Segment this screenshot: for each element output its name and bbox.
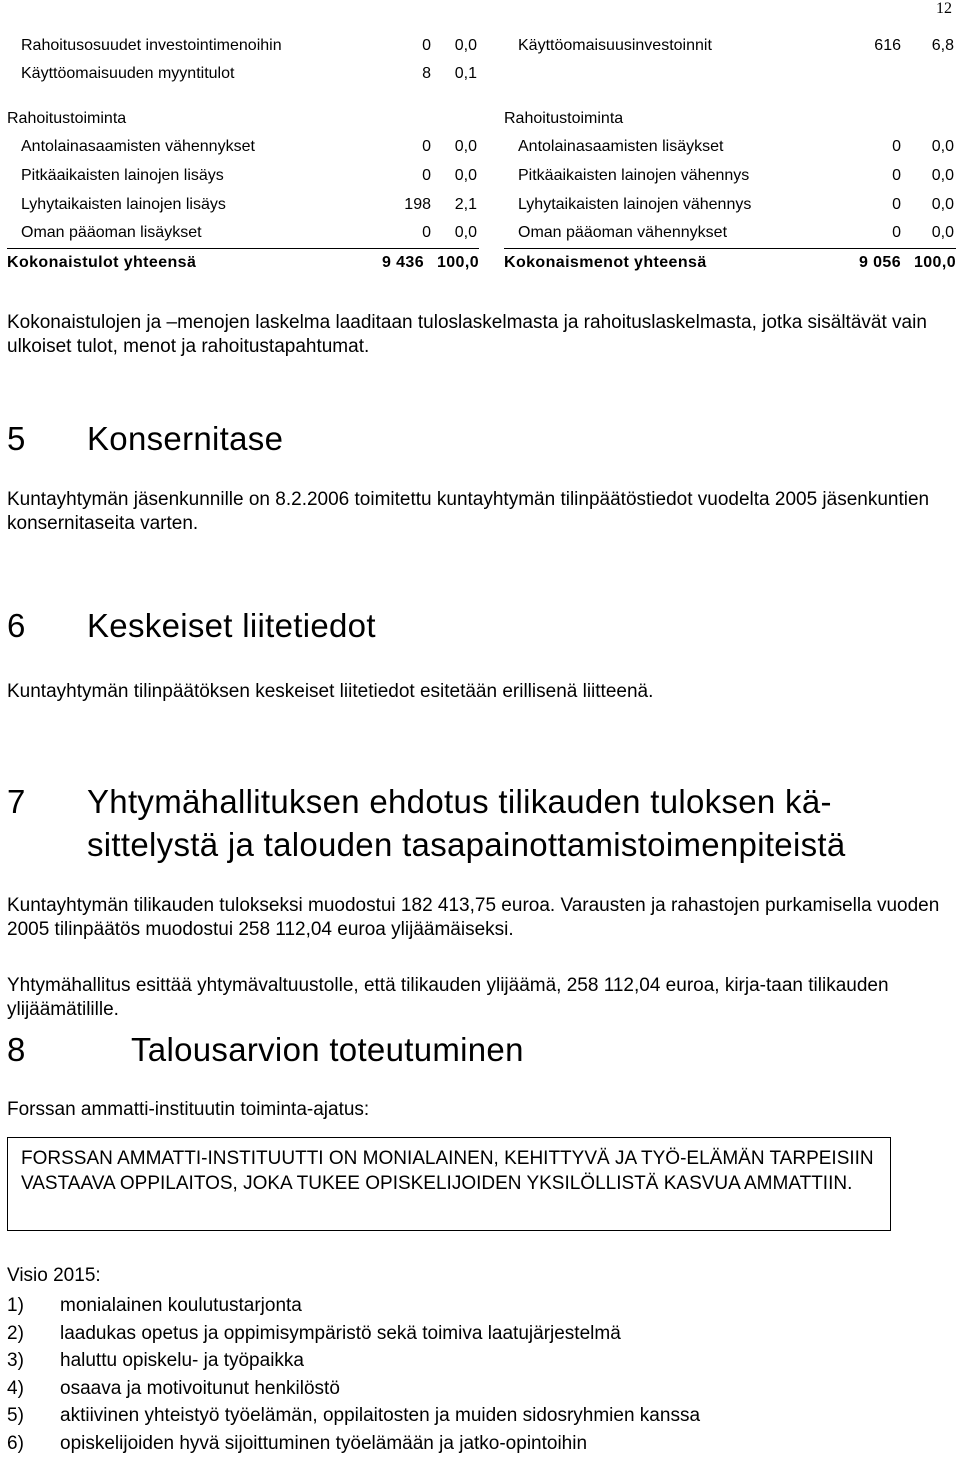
table-row [504,195,956,215]
section-7-heading [7,780,846,866]
row-percent: 0,0 [931,224,954,241]
total-row [7,253,479,273]
row-percent: 0,0 [454,224,477,241]
row-label: Pitkäaikaisten lainojen vähennys [518,167,750,184]
row-percent: 0,0 [931,138,954,155]
table-row [7,166,479,186]
total-value: 9 436 [381,254,424,271]
mission-statement-text: FORSSAN AMMATTI-INSTITUUTTI ON MONIALAINEN, KEHITTYVÄ JA TYÖ-ELÄMÄN TARPEISIIN VASTAAVA OPPILAITOS, JOKA TUKEE OPISKELIJOIDEN YKSILÖLLISTÄ KASVUA AMMATTIIN. [21,1148,874,1194]
row-label: Antolainasaamisten lisäykset [518,138,724,155]
visio-list [7,1292,700,1458]
list-item-text: haluttu opiskelu- ja työpaikka [60,1350,304,1372]
table-row [7,36,479,56]
row-label: Lyhytaikaisten lainojen lisäys [21,196,226,213]
section-title: Keskeiset liitetiedot [87,607,376,644]
row-label: Oman pääoman lisäykset [21,224,202,241]
section-title [504,109,956,129]
section-title-line-1: Yhtymähallituksen ehdotus tilikauden tuloksen kä- [87,783,832,820]
table-row [7,64,479,84]
row-percent: 0,0 [454,167,477,184]
section-title-label: Rahoitustoiminta [504,110,624,127]
list-item-text: osaava ja motivoitunut henkilöstö [60,1377,340,1399]
intro-paragraph: Kokonaistulojen ja –menojen laskelma laaditaan tuloslaskelmasta ja rahoituslaskelmasta, jotka sisältävät vain ulkoiset tulot, menot ja rahoitustapahtumat. [7,312,927,357]
row-value: 0 [892,196,901,213]
row-percent: 0,0 [454,138,477,155]
list-item-number: 5) [7,1405,24,1427]
list-item [7,1292,700,1320]
row-label: Lyhytaikaisten lainojen vähennys [518,196,752,213]
list-item [7,1347,700,1375]
row-value: 8 [422,65,431,82]
table-row [504,223,956,243]
section-number: 6 [7,607,26,644]
section-5-heading [7,417,283,460]
row-value: 0 [422,138,431,155]
section-5-text: Kuntayhtymän jäsenkunnille on 8.2.2006 toimitettu kuntayhtymän tilinpäätöstiedot vuodelta 2005 jäsenkuntien konsernitaseita varten. [7,489,930,534]
total-label: Kokonaismenot yhteensä [504,254,707,271]
section-title-label: Rahoitustoiminta [7,110,127,127]
row-value: 0 [422,224,431,241]
row-percent: 0,0 [454,37,477,54]
total-row [504,253,956,273]
row-value: 0 [422,37,431,54]
visio-label: Visio 2015: [7,1265,101,1286]
list-item-text: monialainen koulutustarjonta [60,1295,302,1316]
total-label: Kokonaistulot yhteensä [7,254,197,271]
left-financial-table [7,36,479,276]
section-number: 5 [7,420,26,457]
row-percent: 2,1 [454,196,477,213]
list-item [7,1402,700,1430]
list-item-number: 4) [7,1377,24,1399]
row-label: Käyttöomaisuusinvestoinnit [518,37,712,54]
row-label: Rahoitusosuudet investointimenoihin [21,37,282,54]
section-title: Talousarvion toteutuminen [131,1031,524,1068]
list-item-text: opiskelijoiden hyvä sijoittuminen työelämään ja jatko-opintoihin [60,1432,588,1454]
list-item-text: aktiivinen yhteistyö työelämän, oppilaitosten ja muiden sidosryhmien kanssa [60,1405,701,1427]
row-label: Oman pääoman vähennykset [518,224,728,241]
list-item [7,1430,700,1458]
section-8-intro: Forssan ammatti-instituutin toiminta-ajatus: [7,1099,370,1120]
row-percent: 0,1 [454,65,477,82]
section-6-text: Kuntayhtymän tilinpäätöksen keskeiset liitetiedot esitetään erillisenä liitteenä. [7,681,654,702]
row-value: 0 [892,224,901,241]
section-number: 7 [7,783,26,820]
row-value: 616 [874,37,901,54]
list-item [7,1375,700,1403]
list-item-number: 1) [7,1295,24,1316]
row-value: 0 [422,167,431,184]
section-7-text-1: Kuntayhtymän tilikauden tulokseksi muodostui 182 413,75 euroa. Varausten ja rahastojen purkamisella vuoden 2005 tilinpäätös muodostui 258 112,04 euroa ylijäämäiseksi. [7,895,940,940]
row-percent: 0,0 [931,167,954,184]
row-label: Pitkäaikaisten lainojen lisäys [21,167,224,184]
divider [7,248,479,249]
table-row [504,166,956,186]
list-item-number: 2) [7,1322,24,1344]
section-6-heading [7,604,376,647]
table-row [7,137,479,157]
total-percent: 100,0 [436,254,479,271]
section-title-line-2: sittelystä ja talouden tasapainottamistoimenpiteistä [87,826,846,863]
table-row [7,223,479,243]
section-title [7,109,479,129]
list-item-number: 6) [7,1432,24,1454]
table-row [504,36,956,56]
section-title: Konsernitase [87,420,284,457]
list-item-number: 3) [7,1350,24,1372]
table-row [504,137,956,157]
row-value: 198 [404,196,431,213]
total-percent: 100,0 [913,254,956,271]
divider [504,248,956,249]
list-item-text: laadukas opetus ja oppimisympäristö sekä toimiva laatujärjestelmä [60,1322,621,1344]
section-8-heading [7,1028,524,1071]
row-value: 0 [892,138,901,155]
row-value: 0 [892,167,901,184]
table-row [7,195,479,215]
section-number: 8 [7,1031,26,1068]
row-percent: 6,8 [931,37,954,54]
row-label: Antolainasaamisten vähennykset [21,138,255,155]
row-percent: 0,0 [931,196,954,213]
row-label: Käyttöomaisuuden myyntitulot [21,65,235,82]
total-value: 9 056 [858,254,901,271]
mission-statement-box [7,1137,891,1231]
list-item [7,1320,700,1348]
page-number: 12 [936,0,952,17]
section-7-text-2: Yhtymähallitus esittää yhtymävaltuustolle, että tilikauden ylijäämä, 258 112,04 euroa, kirja-taan tilikauden ylijäämätilille. [7,975,889,1020]
right-financial-table [504,36,956,276]
